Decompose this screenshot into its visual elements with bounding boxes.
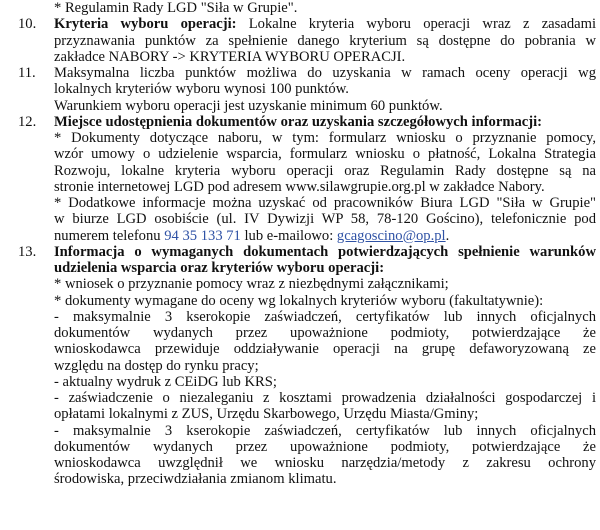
text-line: lokalnych kryteriów wyboru wynosi 100 punktów. [54,81,349,98]
text-line: względu na dostęp do rynku pracy; [54,357,259,374]
section-13 [0,244,596,488]
section-12 [0,114,596,244]
text-line: zakładce NABORY -> KRYTERIA WYBORU OPERACJI. [54,48,406,65]
text-line [54,16,596,32]
text-line [54,228,596,244]
text-fragment: Lokalne kryteria wyboru operacji wraz z zasadami [248,16,596,33]
text-line: środowiska, przeciwdziałania zmianom klimatu. [54,471,337,488]
item-number: 10. [18,16,37,33]
text-line: - maksymalnie 3 kserokopie zaświadczeń, certyfikatów lub innych oficjalnych [54,308,596,325]
section-title: Miejsce udostępnienia dokumentów oraz uzyskania szczegółowych informacji: [54,113,543,130]
text-line: Maksymalna liczba punktów możliwa do uzyskania w ramach oceny operacji wg [54,65,596,81]
item-number: 12. [18,113,37,130]
text-line: - zaświadczenie o niezaleganiu z kosztami prowadzenia działalności gospodarczej i [54,390,596,406]
text-line: * dokumenty wymagane do oceny wg lokalnych kryteriów wyboru (fakultatywnie): [54,292,544,309]
section-10 [0,16,596,65]
phone-number: 94 35 133 71 [164,227,241,244]
text-line: * Dodatkowe informacje można uzyskać od pracowników Biura LGD "Siła w Grupie" [54,195,596,211]
text-line: dokumentów wydanych przez upoważnione podmioty, potwierdzające że [54,325,596,341]
text-line: Rozwoju, lokalne kryteria wyboru operacji oraz Regulamin Rady dostępne są na [54,162,596,179]
text-line: stronie internetowej LGD pod adresem www.silawgrupie.org.pl w zakładce Nabory. [54,178,545,195]
text-line: - maksymalnie 3 kserokopie zaświadczeń, certyfikatów lub innych oficjalnych [54,422,596,439]
text-line: przyznawania punktów za spełnienie danego kryterium są dostępne do pobrania w [54,32,596,49]
text-line: dokumentów wydanych przez upoważnione podmioty, potwierdzające że [54,438,596,455]
text-fragment: numerem telefonu [54,227,165,244]
text-line: - aktualny wydruk z CEiDG lub KRS; [54,373,277,390]
text-fragment: . [445,227,450,244]
text-line: Warunkiem wyboru operacji jest uzyskanie minimum 60 punktów. [54,97,443,114]
text-line: w biurze LGD osobiście (ul. IV Dywizji WP 58, 78-120 Gościno), telefonicznie pod [54,211,596,228]
text-line: wnioskodawca uwzględnił we wniosku narzędzia/metody z zakresu ochrony [54,455,596,471]
text-line: wnioskodawca przewiduje oddziaływanie operacji na grupę defaworyzowaną ze [54,341,596,358]
section-title: udzielenia wsparcia oraz kryteriów wyboru operacji: [54,260,385,276]
text-line: opłatami lokalnymi z ZUS, Urzędu Skarbowego, Urzędu Miasta/Gminy; [54,406,479,423]
email-link[interactable]: gcagoscino@op.pl [336,227,446,244]
text-line: * wniosek o przyznanie pomocy wraz z niezbędnymi załącznikami; [54,276,449,293]
previous-item-tail [0,0,596,16]
item-number: 13. [18,243,37,260]
text-line: * Regulamin Rady LGD "Siła w Grupie". [54,0,298,16]
section-title: Informacja o wymaganych dokumentach potwierdzających spełnienie warunków [54,243,596,260]
text-line: * Dokumenty dotyczące naboru, w tym: formularz wniosku o przyznanie pomocy, [54,130,596,146]
text-fragment: lub e-mailowo: [240,227,337,244]
item-number: 11. [18,65,36,81]
text-line: wzór umowy o udzielenie wsparcia, formularz wniosku o płatność, Lokalna Strategia [54,146,596,163]
section-11 [0,65,596,114]
section-title: Kryteria wyboru operacji: [54,16,237,33]
